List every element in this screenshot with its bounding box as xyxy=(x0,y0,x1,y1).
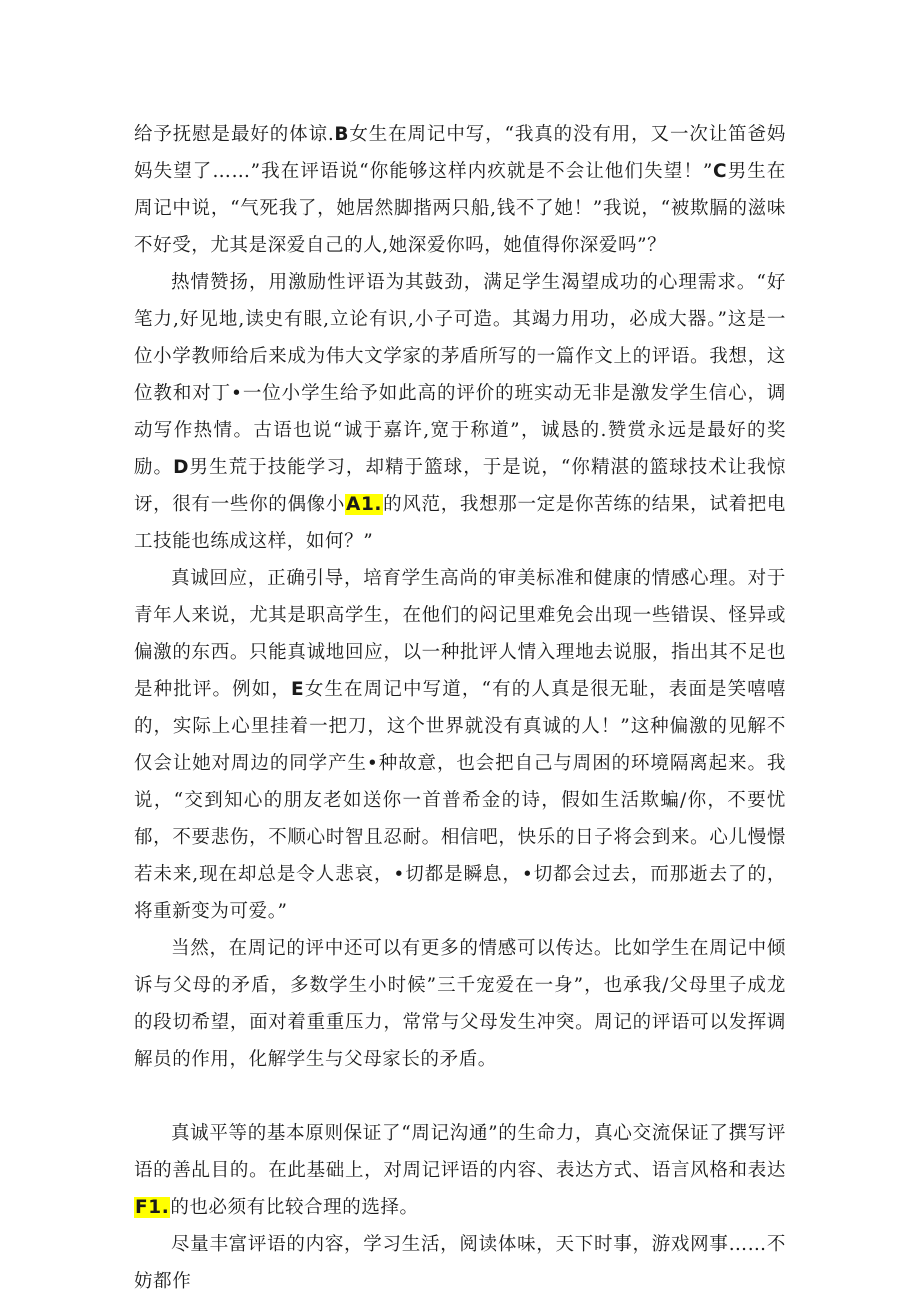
text-segment: 尽量丰富评语的内容，学习生活，阅读体味，天下时事，游戏网事……不妨都作 xyxy=(134,1234,786,1292)
student-marker: C xyxy=(713,161,728,182)
text-segment: 的也必须有比较合理的选择。 xyxy=(170,1197,419,1218)
paragraph-2 xyxy=(134,264,786,560)
paragraph-6 xyxy=(134,1226,786,1300)
text-segment: 女生在周记中写，“我真的没有用，又一次让笛爸妈妈失望了……”我在评语说“你能够这样内疚就是不会让他们失望！” xyxy=(134,124,786,182)
student-marker: E xyxy=(291,679,305,700)
text-segment: 当然，在周记的评中还可以有更多的情感可以传达。比如学生在周记中倾诉与父母的矛盾，多数学生小时候”三千宠爱在一身”，也承我/父母里子成龙的段切希望，面对着重重压力，常常与父母发生冲突。周记的评语可以发挥调解员的作用，化解学生与父母家长的矛盾。 xyxy=(134,938,786,1070)
text-segment: 女生在周记中写道，“有的人真是很无耻，表面是笑嘻嘻的，实际上心里挂着一把刀，这个世界就没有真诚的人！”这种偏激的见解不仅会让她对周边的同学产生•种故意，也会把自己与周困的环境隔离起来。我说，“交到知心的朋友老如送你一首普希金的诗，假如生活欺蝙/你，不要忧郁，不要悲伤，不顺心时智且忍耐。相信吧，快乐的日子将会到来。心儿慢憬若未来,现在却总是令人悲哀，•切都是瞬息，•切都会过去，而那逝去了的，将重新变为可爱。” xyxy=(134,679,786,922)
document-body xyxy=(134,116,786,1300)
highlight-marker: F1. xyxy=(135,1197,170,1218)
text-segment: 男生在周记中说，“气死我了，她居然脚揩两只船,钱不了她！”我说，“被欺膈的滋味不好受，尤其是深爱自己的人,她深爱你吗，她值得你深爱吗”？ xyxy=(134,161,786,256)
paragraph-3 xyxy=(134,560,786,930)
paragraph-1 xyxy=(134,116,786,264)
paragraph-5 xyxy=(134,1115,786,1226)
student-marker: B xyxy=(334,124,350,145)
text-segment: 真诚平等的基本原则保证了“周记沟通”的生命力，真心交流保证了撰写评语的善乩目的。在此基础上，对周记评语的内容、表达方式、语言风格和表达 xyxy=(134,1123,786,1181)
text-segment: 男生荒于技能学习，却精于篮球，于是说，“你精湛的篮球技术让我惊讶，很有一些你的偶像小 xyxy=(134,457,787,515)
text-segment: 热情赞扬，用激励性评语为其鼓劲，满足学生渴望成功的心理需求。“好笔力,好见地,读史有眼,立论有识,小子可造。其竭力用功，必成大器。”这是一位小学教师给后来成为伟大文学家的茅盾所写的一篇作文上的评语。我想，这位教和对丁•一位小学生给予如此高的评价的班实动无非是激发学生信心，调动写作热情。古语也说“诚于嘉许,宽于称道”，诚恳的.赞赏永远是最好的奖励。 xyxy=(134,272,786,478)
student-marker: D xyxy=(173,457,190,478)
highlight-marker: A1. xyxy=(346,494,383,515)
paragraph-4 xyxy=(134,930,786,1078)
text-segment: 真诚回应，正确引导，培育学生高尚的审美标准和健康的情感心理。对于青年人来说，尤其是职高学生，在他们的闷记里难免会出现一些错误、怪异或偏激的东西。只能真诚地回应，以一种批评人情入理地去说服，指出其不足也是种批评。例如， xyxy=(134,568,786,700)
text-segment: 的风范，我想那一定是你苦练的结果，试着把电工技能也练成这样，如何？” xyxy=(134,494,786,552)
text-segment: 给予抚慰是最好的体谅. xyxy=(134,124,335,145)
